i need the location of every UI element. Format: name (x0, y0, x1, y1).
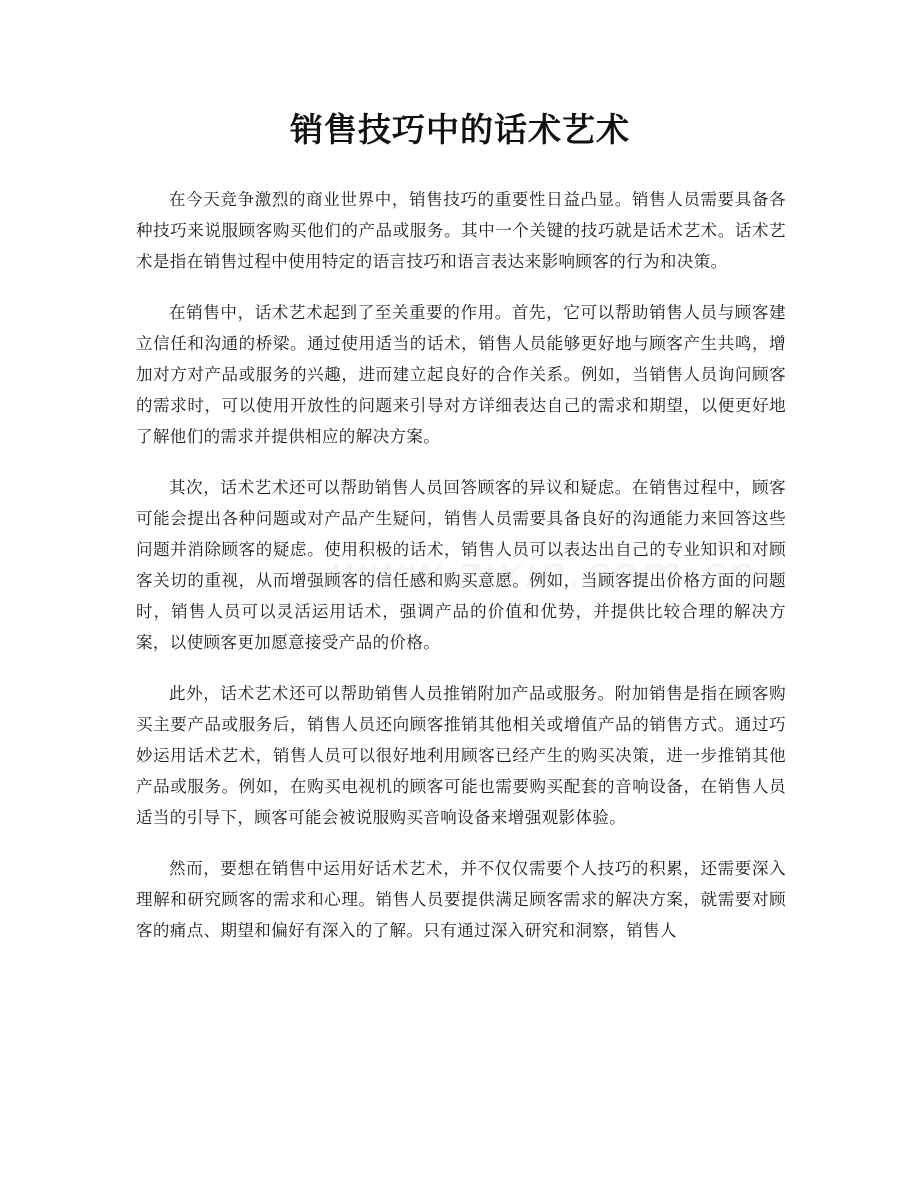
document-body (136, 184, 786, 966)
document-title: 销售技巧中的话术艺术 (290, 110, 630, 149)
paragraph-5: 然而，要想在销售中运用好话术艺术，并不仅仅需要个人技巧的积累，还需要深入理解和研究顾客的需求和心理。销售人员要提供满足顾客需求的解决方案，就需要对顾客的痛点、期望和偏好有深入的了解。只有通过深入研究和洞察，销售人 (136, 859, 786, 940)
paragraph-1: 在今天竞争激烈的商业世界中，销售技巧的重要性日益凸显。销售人员需要具备各种技巧来说服顾客购买他们的产品或服务。其中一个关键的技巧就是话术艺术。话术艺术是指在销售过程中使用特定的语言技巧和语言表达来影响顾客的行为和决策。 (136, 190, 786, 271)
paragraph-3: 其次，话术艺术还可以帮助销售人员回答顾客的异议和疑虑。在销售过程中，顾客可能会提出各种问题或对产品产生疑问，销售人员需要具备良好的沟通能力来回答这些问题并消除顾客的疑虑。使用积极的话术，销售人员可以表达出自己的专业知识和对顾客关切的重视，从而增强顾客的信任感和购买意愿。例如，当顾客提出价格方面的问题时，销售人员可以灵活运用话术，强调产品的价值和优势，并提供比较合理的解决方案，以使顾客更加愿意接受产品的价格。 (136, 478, 786, 652)
paragraph-2: 在销售中，话术艺术起到了至关重要的作用。首先，它可以帮助销售人员与顾客建立信任和沟通的桥梁。通过使用适当的话术，销售人员能够更好地与顾客产生共鸣，增加对方对产品或服务的兴趣，进而建立起良好的合作关系。例如，当销售人员询问顾客的需求时，可以使用开放性的问题来引导对方详细表达自己的需求和期望，以便更好地了解他们的需求并提供相应的解决方案。 (136, 303, 786, 446)
paragraph-4: 此外，话术艺术还可以帮助销售人员推销附加产品或服务。附加销售是指在顾客购买主要产品或服务后，销售人员还向顾客推销其他相关或增值产品的销售方式。通过巧妙运用话术艺术，销售人员可以很好地利用顾客已经产生的购买决策，进一步推销其他产品或服务。例如，在购买电视机的顾客可能也需要购买配套的音响设备，在销售人员适当的引导下，顾客可能会被说服购买音响设备来增强观影体验。 (136, 684, 786, 827)
